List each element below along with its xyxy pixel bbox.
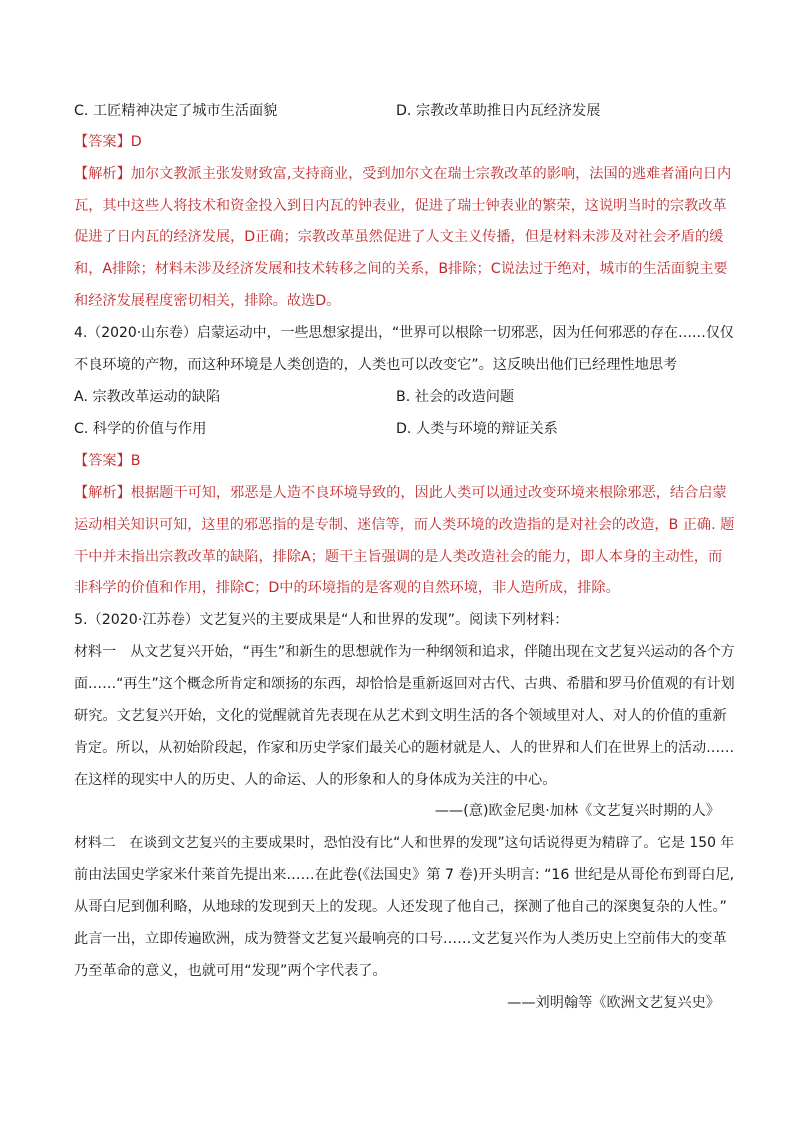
q5-material2-line: 乃至革命的意义，也就可用“发现”两个字代表了。: [74, 963, 387, 979]
q3-analysis-line: 和，A排除；材料未涉及经济发展和技术转移之间的关系，B排除；C说法过于绝对，城市的生活面貌主要: [74, 261, 728, 277]
answer-value: B: [130, 453, 141, 469]
q3-analysis-line: 促进了日内瓦的经济发展，D正确；宗教改革虽然促进了人文主义传播，但是材料未涉及对社会矛盾的缓: [74, 229, 724, 245]
q3-answer: [74, 132, 142, 152]
q5-material1-line: 研究。文艺复兴开始，文化的觉醒就首先表现在从艺术到文明生活的各个领域里对人、对人的价值的重新: [74, 708, 727, 724]
q3-analysis-line: 和经济发展程度密切相关，排除。故选D。: [74, 293, 341, 309]
q3-option-d: D. 宗教改革助推日内瓦经济发展: [396, 103, 601, 119]
q5-material2-line: 此言一出，立即传遍欧洲，成为赞誉文艺复兴最响亮的口号……文艺复兴作为人类历史上空前伟大的变革: [74, 931, 727, 947]
q4-answer: [74, 451, 141, 471]
analysis-text: 加尔文教派主张发财致富,支持商业，受到加尔文在瑞士宗教改革的影响，法国的逃难者涌向日内: [130, 166, 732, 182]
q5-material1-line: 材料一 从文艺复兴开始，“再生”和新生的思想就作为一种纲领和追求，伴随出现在文艺复兴运动的各个方: [74, 644, 735, 660]
q4-option-d: D. 人类与环境的辩证关系: [396, 421, 558, 437]
q4-stem-line: 不良环境的产物，而这种环境是人类创造的，人类也可以改变它”。这反映出他们已经理性地思考: [74, 357, 678, 373]
answer-label: 【答案】: [74, 134, 131, 150]
analysis-label: 【解析】: [74, 485, 131, 501]
q4-analysis-line: 干中并未指出宗教改革的缺陷，排除A；题干主旨强调的是人类改造社会的能力，即人本身的主动性，而: [74, 549, 723, 565]
q4-analysis-line: [74, 483, 727, 503]
q4-option-c: C. 科学的价值与作用: [74, 421, 207, 437]
q3-option-c: C. 工匠精神决定了城市生活面貌: [74, 103, 278, 119]
answer-label: 【答案】: [74, 453, 131, 469]
q4-analysis-line: 非科学的价值和作用，排除C；D中的环境指的是客观的自然环境，非人造所成，排除。: [74, 580, 620, 596]
analysis-text: 根据题干可知，邪恶是人造不良环境导致的，因此人类可以通过改变环境来根除邪恶，结合启蒙: [130, 485, 727, 501]
q5-material2-line: 前由法国史学家米什莱首先提出来……在此卷(《法国史》第 7 卷)开头明言: “16 世纪是从哥伦布到哥白尼,: [74, 867, 735, 883]
q5-material1-source: ——(意)欧金尼奥·加林《文艺复兴时期的人》: [434, 803, 720, 819]
q5-material2-line: 从哥白尼到伽利略，从地球的发现到天上的发现。人还发现了他自己，探测了他自己的深奥复杂的人性。”: [74, 899, 727, 915]
q5-material1-line: 在这样的现实中人的历史、人的命运、人的形象和人的身体成为关注的中心。: [74, 772, 557, 788]
q4-option-a: A. 宗教改革运动的缺陷: [74, 389, 221, 405]
q5-material1-line: 肯定。所以，从初始阶段起，作家和历史学家们最关心的题材就是人、人的世界和人们在世界上的活动……: [74, 740, 735, 756]
q5-stem: 5.（2020·江苏卷）文艺复兴的主要成果是“人和世界的发现”。阅读下列材料：: [74, 612, 569, 628]
q3-analysis-line: 瓦，其中这些人将技术和资金投入到日内瓦的钟表业，促进了瑞士钟表业的繁荣，这说明当时的宗教改革: [74, 198, 727, 214]
answer-value: D: [130, 134, 142, 150]
q4-option-b: B. 社会的改造问题: [396, 389, 515, 405]
q5-material1-line: 面……“再生”这个概念所肯定和颂扬的东西，却恰恰是重新返回对古代、古典、希腊和罗马价值观的有计划: [74, 676, 735, 692]
q5-material2-source: ——刘明翰等《欧洲文艺复兴史》: [507, 995, 720, 1011]
q3-analysis-line: [74, 164, 731, 184]
q4-stem-line: 4.（2020·山东卷）启蒙运动中，一些思想家提出，“世界可以根除一切邪恶，因为任何邪恶的存在……仅仅: [74, 325, 734, 341]
q4-analysis-line: 运动相关知识可知，这里的邪恶指的是专制、迷信等，而人类环境的改造指的是对社会的改造，B 正确. 题: [74, 517, 735, 533]
analysis-label: 【解析】: [74, 166, 131, 182]
q5-material2-line: 材料二 在谈到文艺复兴的主要成果时，恐怕没有比“人和世界的发现”这句话说得更为精辟了。它是 150 年: [74, 835, 735, 851]
